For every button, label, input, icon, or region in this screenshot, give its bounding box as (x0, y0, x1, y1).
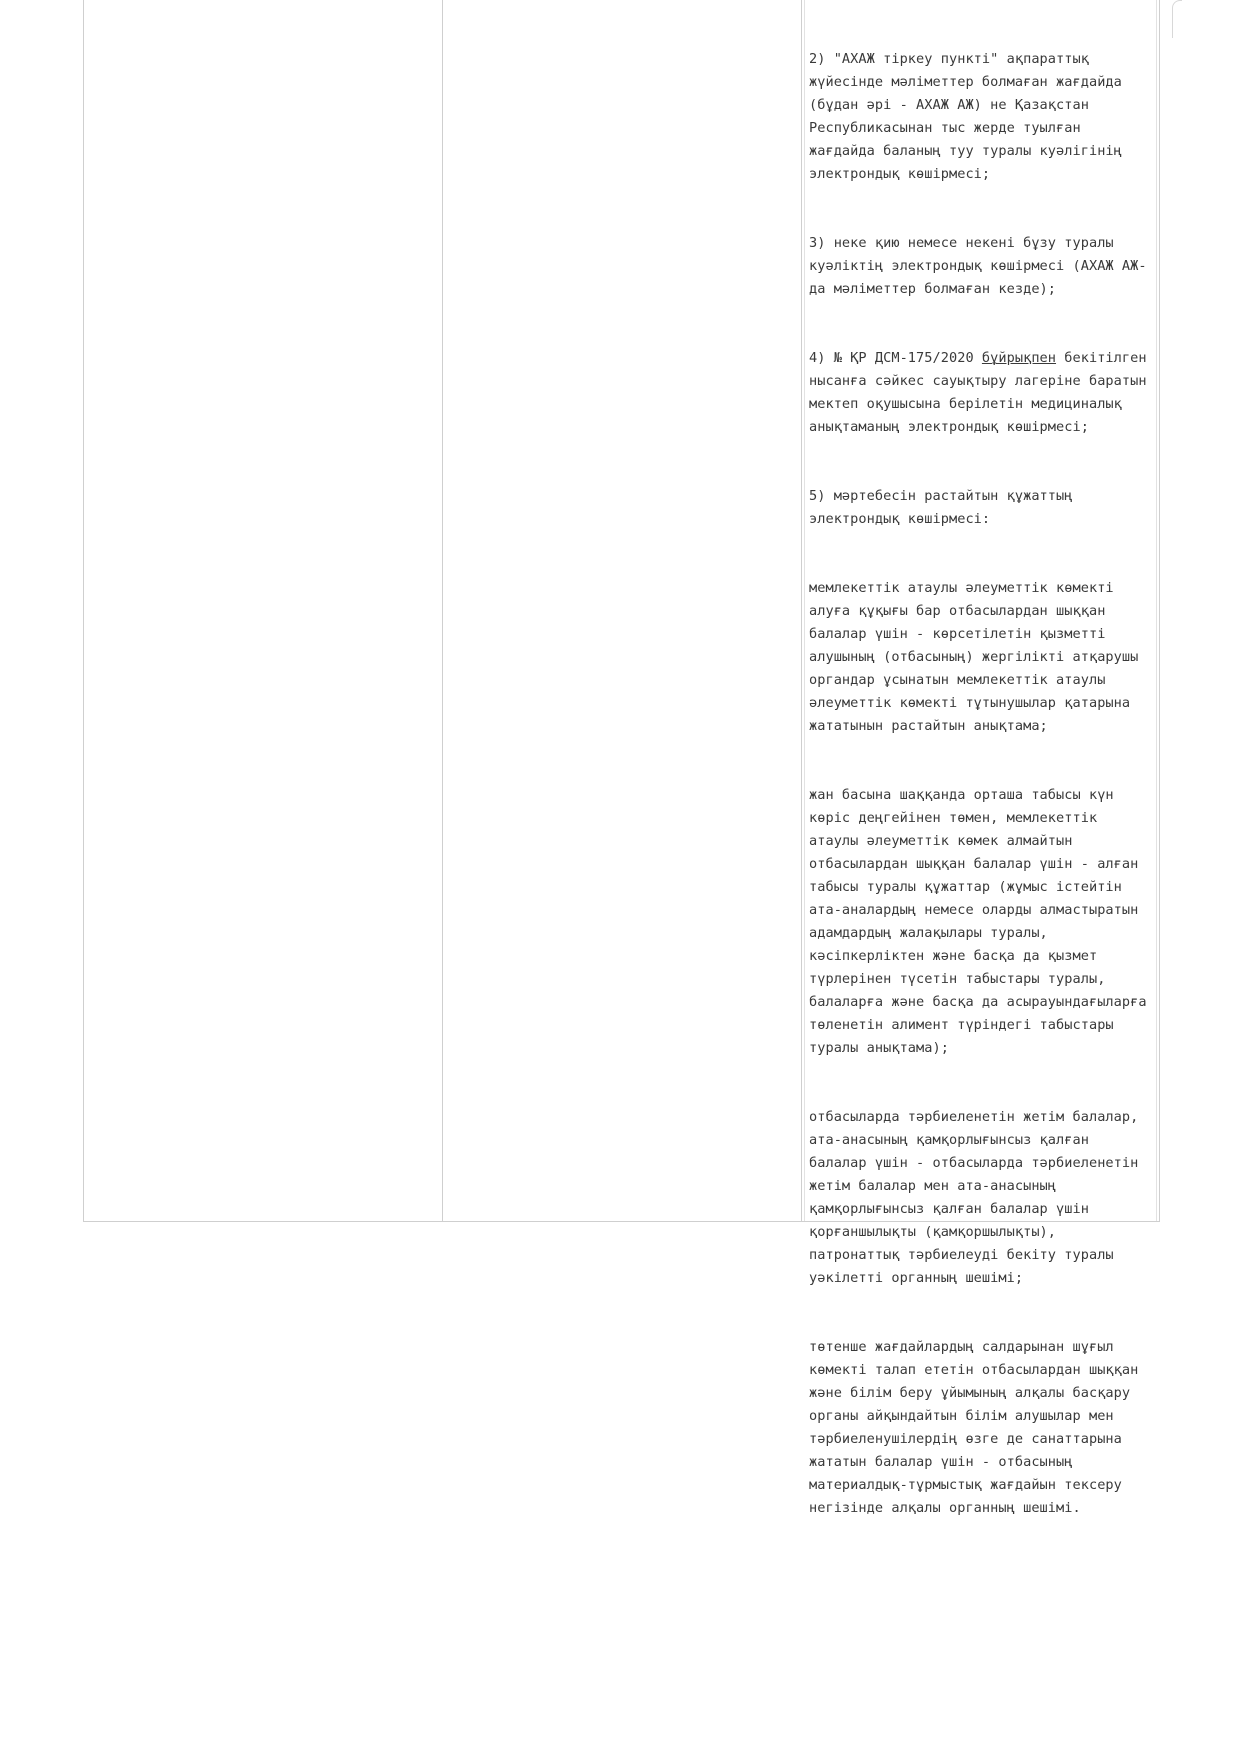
table-cell-column-1 (84, 0, 443, 1221)
cell-inner-border (804, 0, 805, 1221)
table-cell-column-3 (802, 0, 1159, 1516)
cell-inner-border-right (1156, 0, 1157, 1221)
document-table (83, 0, 1160, 1516)
status-paragraph-low-income: жан басына шаққанда орташа табысы күн көріс деңгейінен төмен, мемлекеттік атаулы әлеуметтік көмек алмайтын отбасылардан шыққан балалар үшін - алған табысы туралы құжаттар (жұмыс істейтін ата-аналардың немесе оларды алмастыратын адамдардың жалақылары туралы, кәсіпкерліктен және басқа да қызмет түрлерінен түсетін табыстары туралы, балаларға және басқа да асырауындағыларға төленетін алимент түріндегі табыстары туралы анықтама); (809, 787, 1155, 1056)
document-item-4-suffix: бекітілген нысанға сәйкес сауықтыру лагеріне баратын мектеп оқушысына берілетін медициналық анықтаманың электрондық көшірмесі; (809, 350, 1155, 435)
document-item-2: 2) "АХАЖ тіркеу пункті" ақпараттық жүйесінде мәліметтер болмаған жағдайда (бұдан әрі - АХАЖ АЖ) не Қазақстан Республикасынан тыс жерде туылған жағдайда баланың туу туралы куәлігінің электрондық көшірмесі; (809, 51, 1131, 182)
order-link[interactable]: бұйрықпен (981, 350, 1057, 366)
table-cell-column-2 (443, 0, 802, 1221)
document-item-4 (809, 347, 1154, 439)
document-item-3: 3) неке қию немесе некені бұзу туралы куәліктің электрондық көшірмесі (АХАЖ АЖ-да мәліметтер болмаған кезде); (809, 235, 1147, 297)
status-paragraph-orphans: отбасыларда тәрбиеленетін жетім балалар, ата-анасының қамқорлығынсыз қалған балалар үшін - отбасыларда тәрбиеленетін жетім балалар мен ата-анасының қамқорлығынсыз қалған балалар үшін қорғаншылықты (қамқоршылықты), патронаттық тәрбиелеуді бекіту туралы уәкілетті органның шешімі; (809, 1109, 1147, 1286)
required-documents-text (809, 2, 1154, 1566)
status-paragraph-emergency: төтенше жағдайлардың салдарынан шұғыл көмекті талап ететін отбасылардан шыққан және білім беру ұйымының алқалы басқару органы айқындайтын білім алушылар мен тәрбиеленушілердің өзге де санаттарына жататын балалар үшін - отбасының материалдық-тұрмыстық жағдайын тексеру негізінде алқалы органның шешімі. (809, 1339, 1147, 1516)
page-corner-mark (1172, 0, 1182, 38)
document-item-4-prefix: 4) № ҚР ДСМ-175/2020 (809, 350, 982, 366)
document-item-5: 5) мәртебесін растайтын құжаттың электрондық көшірмесі: (809, 488, 1081, 527)
status-paragraph-targeted-aid: мемлекеттік атаулы әлеуметтік көмекті алуға құқығы бар отбасылардан шыққан балалар үшін - көрсетілетін қызметті алушының (отбасының) жергілікті атқарушы органдар ұсынатын мемлекеттік атаулы әлеуметтік көмекті тұтынушылар қатарына жататынын растайтын анықтама; (809, 580, 1147, 734)
